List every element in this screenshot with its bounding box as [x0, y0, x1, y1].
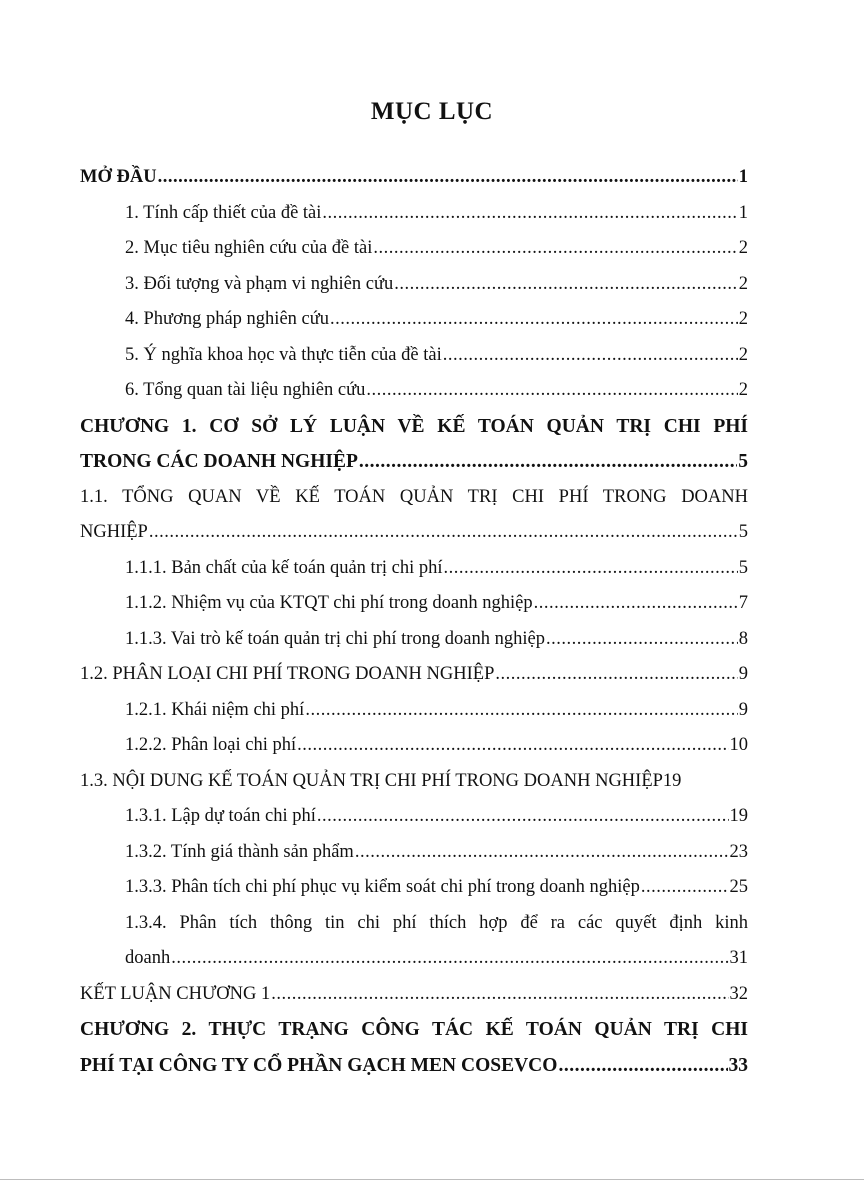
toc-entry-label-continued: TRONG CÁC DOANH NGHIỆP: [80, 451, 358, 472]
toc-page-number: 5: [738, 557, 748, 578]
dot-leader: [558, 1048, 727, 1084]
toc-page-number: 32: [729, 983, 748, 1004]
toc-entry-1-2-2[interactable]: [80, 728, 748, 764]
toc-entry-section-1-3[interactable]: [80, 764, 748, 800]
toc-entry-intro-1[interactable]: [80, 196, 748, 232]
dot-leader: [534, 586, 738, 622]
toc-entry-intro-5[interactable]: [80, 338, 748, 374]
dot-leader: [495, 657, 737, 693]
dot-leader: [271, 977, 728, 1013]
toc-entry-intro-6[interactable]: [80, 373, 748, 409]
toc-page-number: 5: [738, 451, 748, 472]
toc-entry-chapter-1[interactable]: [80, 409, 748, 480]
toc-page-number: 25: [729, 877, 748, 897]
toc-entry-intro-4[interactable]: [80, 302, 748, 338]
toc-entry-label: KẾT LUẬN CHƯƠNG 1: [80, 983, 271, 1004]
toc-entry-label: 2. Mục tiêu nghiên cứu của đề tài: [125, 238, 373, 258]
toc-entry-label: 1.2. PHÂN LOẠI CHI PHÍ TRONG DOANH NGHIỆP: [80, 664, 495, 684]
dot-leader: [366, 373, 737, 409]
dot-leader: [443, 338, 738, 374]
dot-leader: [546, 622, 738, 658]
toc-entry-ket-luan-chuong-1[interactable]: [80, 977, 748, 1013]
toc-entry-label: 1.3.2. Tính giá thành sản phẩm: [125, 841, 354, 862]
toc-entry-section-1-2[interactable]: [80, 657, 748, 693]
dot-leader: [149, 515, 738, 551]
toc-entry-label: 1.2.2. Phân loại chi phí: [125, 735, 297, 755]
table-of-contents: [80, 160, 748, 1083]
toc-page-number: 7: [738, 593, 748, 613]
toc-entry-1-2-1[interactable]: [80, 693, 748, 729]
dot-leader: [373, 231, 737, 267]
toc-entry-label: 1.1.2. Nhiệm vụ của KTQT chi phí trong doanh nghiệp: [125, 593, 533, 613]
dot-leader: [317, 799, 729, 835]
toc-entry-label: 5. Ý nghĩa khoa học và thực tiễn của đề tài: [125, 344, 442, 365]
toc-entry-1-3-2[interactable]: [80, 835, 748, 871]
toc-entry-label: MỞ ĐẦU: [80, 167, 157, 187]
toc-entry-label: 4. Phương pháp nghiên cứu: [125, 309, 330, 329]
toc-entry-section-1-1[interactable]: [80, 480, 748, 551]
toc-entry-label-continued: PHÍ TẠI CÔNG TY CỔ PHẦN GẠCH MEN COSEVCO: [80, 1054, 558, 1076]
toc-page-number: 23: [729, 841, 748, 862]
toc-entry-1-1-3[interactable]: [80, 622, 748, 658]
toc-page-number: 2: [738, 309, 748, 329]
toc-page-number: 9: [738, 699, 748, 720]
toc-entry-intro-3[interactable]: [80, 267, 748, 303]
toc-entry-label: 1.1.1. Bản chất của kế toán quản trị chi phí: [125, 557, 443, 578]
dot-leader: [641, 870, 729, 906]
toc-entry-label-continued: NGHIỆP: [80, 522, 148, 542]
toc-entry-label: CHƯƠNG 1. CƠ SỞ LÝ LUẬN VỀ KẾ TOÁN QUẢN TRỊ CHI PHÍ: [80, 415, 748, 437]
dot-leader: [394, 267, 738, 303]
toc-entry-label: 1.2.1. Khái niệm chi phí: [125, 699, 305, 720]
page-bottom-edge: [0, 1179, 864, 1180]
dot-leader: [297, 728, 728, 764]
toc-entry-1-3-3[interactable]: [80, 870, 748, 906]
toc-page-number: 2: [738, 344, 748, 365]
dot-leader: [171, 941, 728, 977]
toc-entry-1-3-1[interactable]: [80, 799, 748, 835]
dot-leader: [330, 302, 738, 338]
dot-leader: [359, 444, 737, 480]
toc-entry-label: 1.3.4. Phân tích thông tin chi phí thích hợp để ra các quyết định kinh: [125, 912, 748, 933]
toc-entry-label: CHƯƠNG 2. THỰC TRẠNG CÔNG TÁC KẾ TOÁN QUẢN TRỊ CHI: [80, 1019, 748, 1040]
page-title: MỤC LỤC: [370, 98, 494, 125]
toc-entry-1-1-1[interactable]: [80, 551, 748, 587]
toc-page-number: 2: [738, 273, 748, 294]
toc-entry-label: 1.3. NỘI DUNG KẾ TOÁN QUẢN TRỊ CHI PHÍ TRONG DOANH NGHIỆP: [80, 770, 663, 791]
toc-page-number: 5: [738, 522, 748, 542]
dot-leader: [305, 693, 737, 729]
dot-leader: [444, 551, 738, 587]
toc-page-number: 19: [729, 806, 748, 826]
toc-entry-label: 1.1.3. Vai trò kế toán quản trị chi phí trong doanh nghiệp: [125, 628, 545, 649]
dot-leader: [322, 196, 737, 232]
toc-page-number: 2: [738, 238, 748, 258]
toc-page-number: 1: [738, 202, 748, 223]
toc-entry-label: 1.1. TỔNG QUAN VỀ KẾ TOÁN QUẢN TRỊ CHI PHÍ TRONG DOANH: [80, 486, 748, 507]
toc-page-number: 31: [729, 948, 748, 968]
toc-entry-intro-2[interactable]: [80, 231, 748, 267]
dot-leader: [158, 160, 738, 196]
toc-page-number: 1: [738, 167, 748, 187]
toc-entry-mo-dau[interactable]: [80, 160, 748, 196]
toc-page-number: 10: [729, 735, 748, 755]
toc-entry-label: 1.3.3. Phân tích chi phí phục vụ kiểm soát chi phí trong doanh nghiệp: [125, 877, 640, 897]
toc-page-number: 8: [738, 628, 748, 649]
toc-entry-label-continued: doanh: [125, 948, 171, 968]
toc-entry-label: 1. Tính cấp thiết của đề tài: [125, 202, 322, 223]
toc-page-number: 33: [728, 1054, 748, 1076]
toc-entry-label: 1.3.1. Lập dự toán chi phí: [125, 806, 316, 826]
toc-page-number: 9: [738, 664, 748, 684]
toc-entry-1-3-4[interactable]: [80, 906, 748, 977]
toc-entry-chapter-2[interactable]: [80, 1012, 748, 1083]
dot-leader: [355, 835, 729, 871]
toc-entry-label: 3. Đối tượng và phạm vi nghiên cứu: [125, 273, 394, 294]
toc-page-number: 2: [738, 380, 748, 400]
toc-page-number: 19: [662, 770, 682, 791]
toc-entry-label: 6. Tổng quan tài liệu nghiên cứu: [125, 380, 366, 400]
toc-entry-1-1-2[interactable]: [80, 586, 748, 622]
